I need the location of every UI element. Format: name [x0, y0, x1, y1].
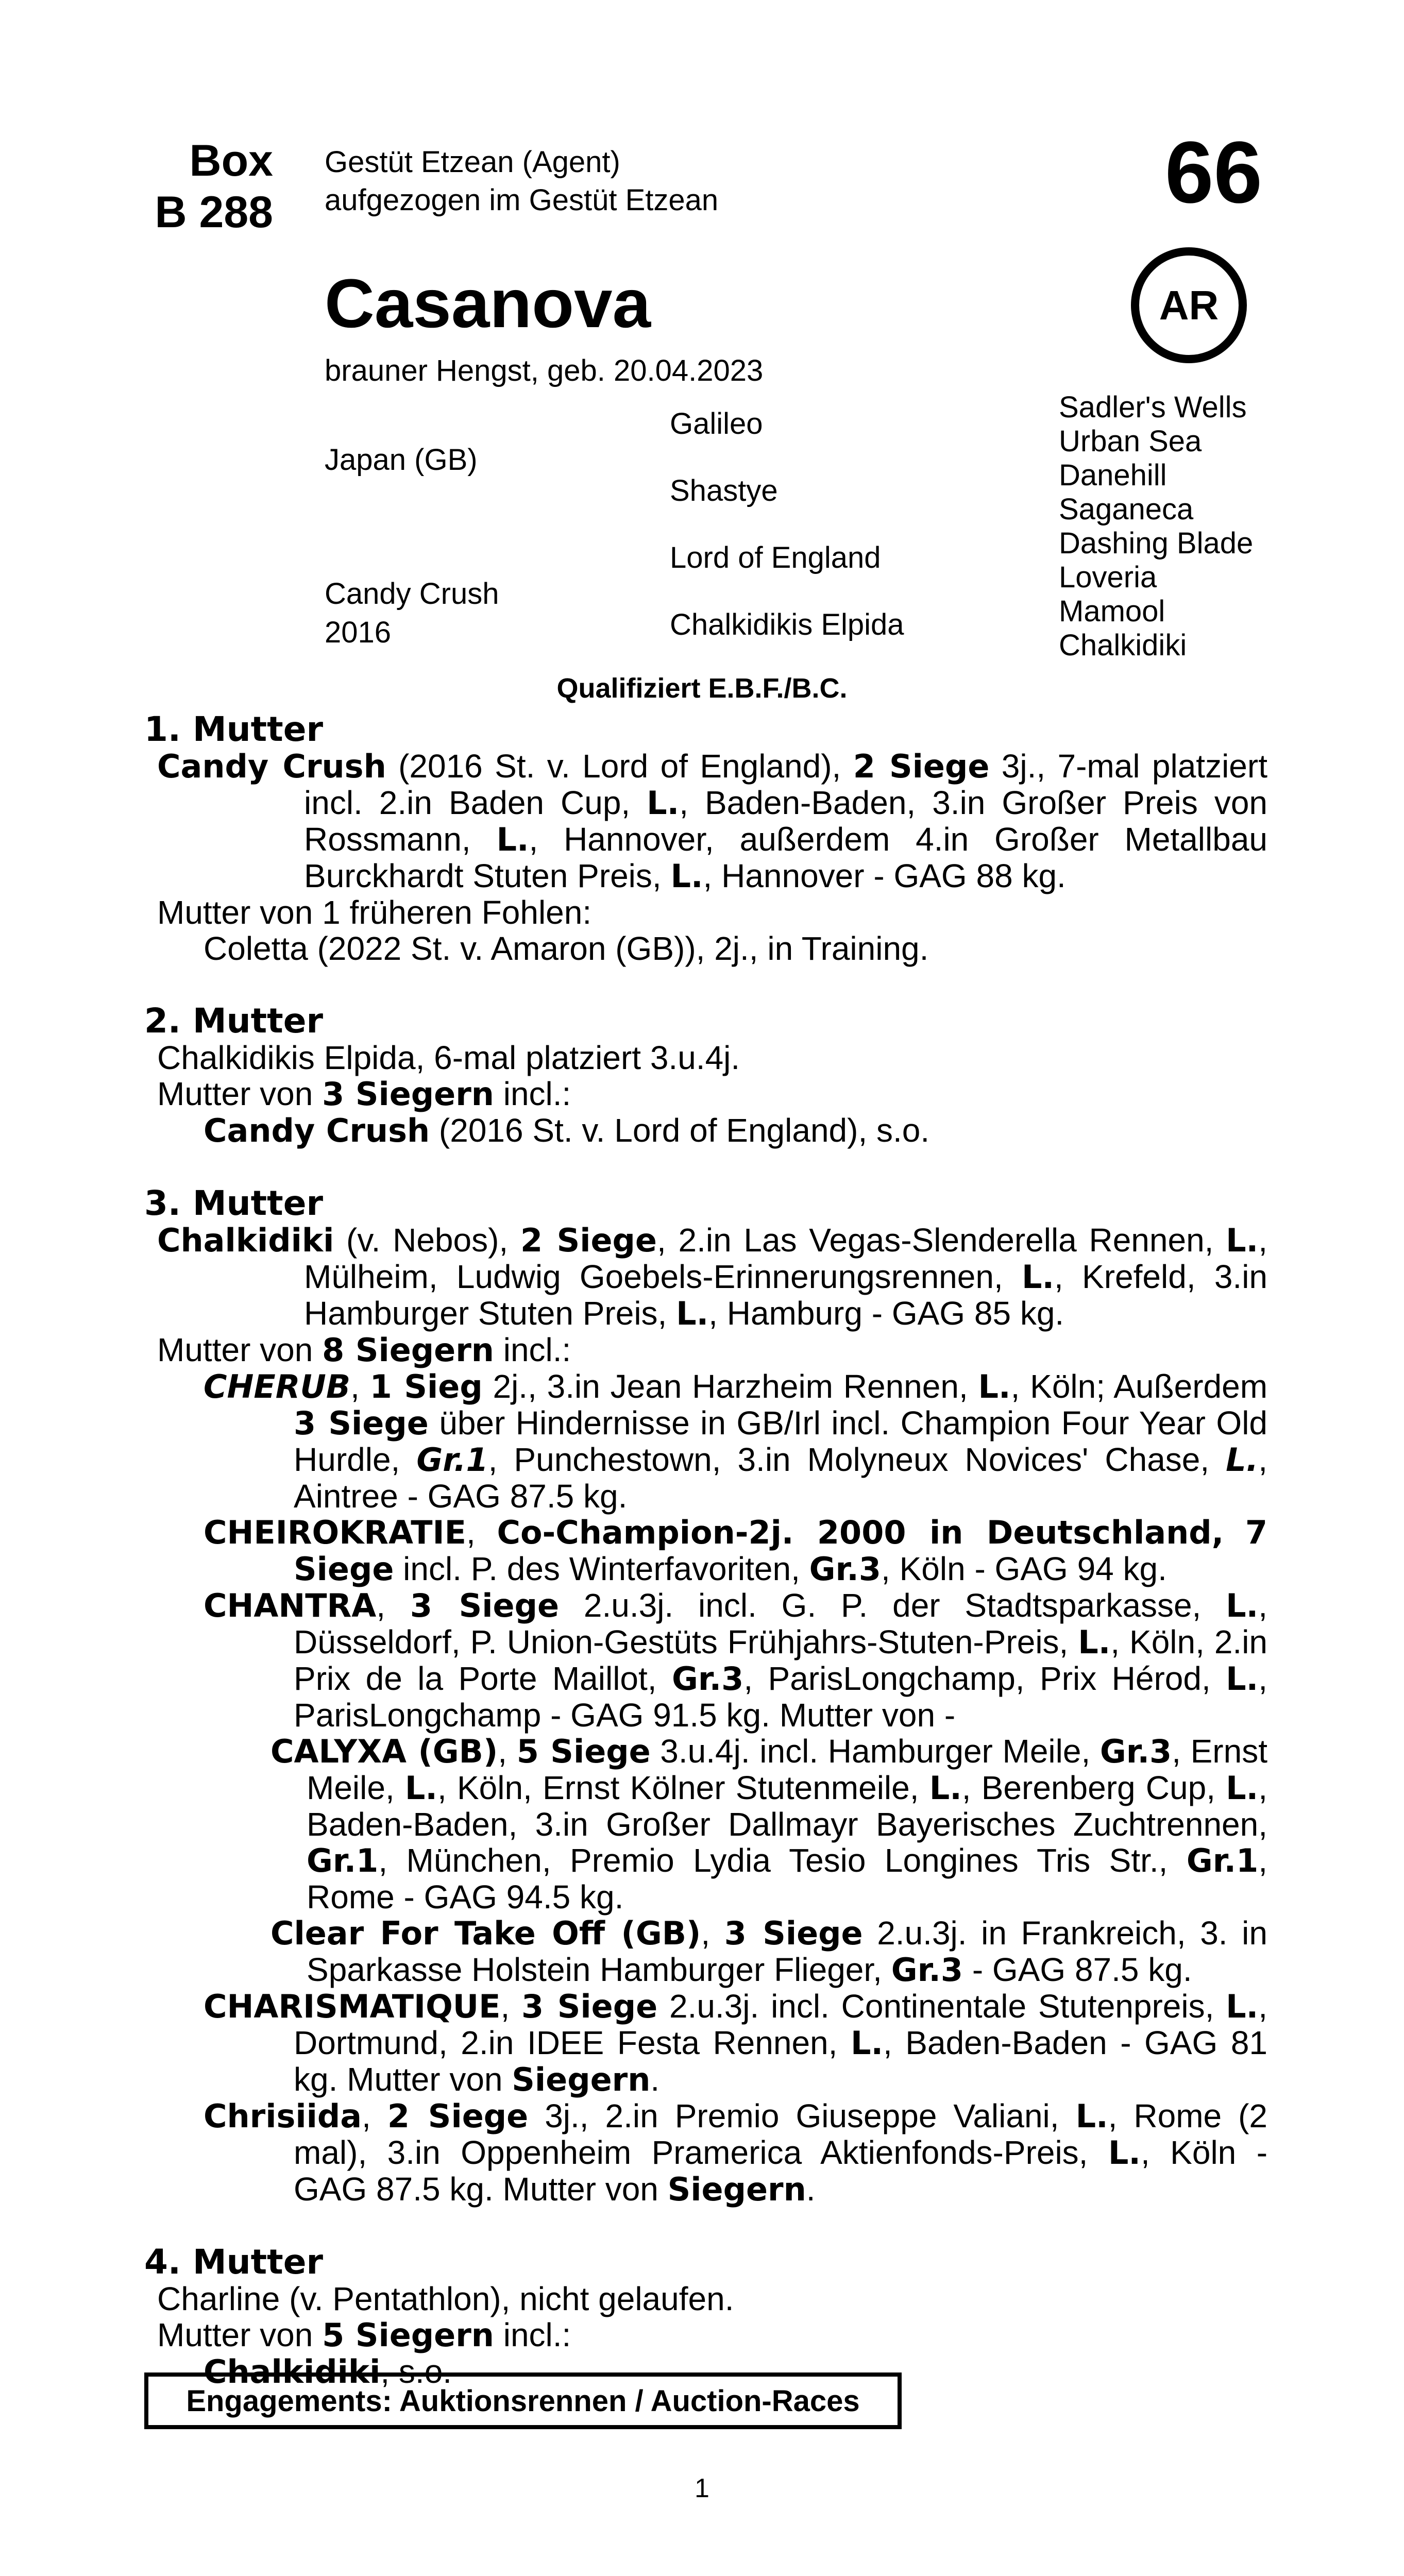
offspring-name: Clear For Take Off (GB): [270, 1914, 701, 1952]
page-number: 1: [695, 2473, 709, 2503]
text: , Köln - GAG 87.5 kg. Mutter von: [294, 2134, 1268, 2208]
listed-mark: L.: [1226, 1222, 1259, 1259]
box-label: Box: [189, 136, 273, 185]
pedigree-ggp-list: [1059, 391, 1253, 663]
text: , Baden-Baden, 3.in Großer Preis von Rossmann,: [304, 784, 1268, 858]
section-title-m1: 1. Mutter: [144, 709, 324, 749]
listed-mark: L.: [850, 2024, 883, 2062]
m1-offspring: Coletta (2022 St. v. Amaron (GB)), 2j., in Training.: [204, 930, 929, 967]
winners-count: 8 Siegern: [322, 1331, 494, 1369]
offspring-name: CHEIROKRATIE: [204, 1514, 466, 1551]
text: 3j., 2.in Premio Giuseppe Valiani,: [528, 2097, 1076, 2134]
m4-offspring-intro: [157, 2317, 1267, 2353]
group-mark: Gr.1: [1186, 1842, 1259, 1879]
text: , München, Premio Lydia Tesio Longines Tris Str.,: [378, 1842, 1187, 1879]
pedigree-ggp: Dashing Blade: [1059, 527, 1254, 560]
listed-mark: L.: [676, 1295, 709, 1332]
text: , ParisLongchamp, Prix Hérod,: [743, 1660, 1226, 1697]
horse-name: Casanova: [325, 265, 651, 342]
text: 3j., 7-mal platziert incl. 2.in Baden Cup,: [304, 748, 1267, 821]
pedigree-dam-year: 2016: [325, 616, 392, 649]
box-number: [139, 135, 273, 238]
group-mark: Gr.3: [672, 1660, 744, 1698]
pedigree-ggp: Danehill: [1059, 459, 1167, 492]
text: , Baden-Baden - GAG 81 kg. Mutter von: [294, 2024, 1268, 2098]
consignor-breeder: aufgezogen im Gestüt Etzean: [325, 183, 719, 217]
listed-mark: L.: [1078, 1623, 1111, 1661]
listed-mark: L.: [978, 1368, 1011, 1405]
pedigree-ggp: Loveria: [1059, 561, 1157, 594]
consignor-agent: Gestüt Etzean (Agent): [325, 145, 620, 179]
text: , Hannover, außerdem 4.in Großer Metallbau Burckhardt Stuten Preis,: [304, 821, 1268, 894]
pedigree-ggp: Sadler's Wells: [1059, 391, 1247, 424]
group-mark: Gr.3: [809, 1550, 881, 1588]
text: .: [650, 2061, 660, 2098]
text: , Ernst Meile,: [307, 1733, 1267, 1806]
offspring-chrisiida: [204, 2098, 1267, 2208]
text: , Mülheim, Ludwig Goebels-Erinnerungsrennen,: [304, 1222, 1267, 1295]
section-title-m4: 4. Mutter: [144, 2242, 324, 2282]
listed-mark: L.: [670, 857, 703, 895]
section-title-m3: 3. Mutter: [144, 1183, 324, 1223]
listed-mark: L.: [1108, 2134, 1141, 2172]
text: , Köln; Außerdem: [1010, 1368, 1268, 1405]
text: , Köln, 2.in Prix de la Porte Maillot,: [294, 1623, 1268, 1697]
pedigree-ggp: Mamool: [1059, 595, 1165, 628]
section-title-m2: 2. Mutter: [144, 1001, 324, 1041]
offspring-calyxa: [270, 1733, 1267, 1915]
offspring-name: CHANTRA: [204, 1587, 377, 1624]
text: , Düsseldorf, P. Union-Gestüts Frühjahrs-Stuten-Preis,: [294, 1587, 1267, 1660]
text: , 2.in Las Vegas-Slenderella Rennen,: [656, 1222, 1226, 1259]
text: incl.:: [494, 2316, 571, 2353]
listed-mark: L.: [647, 784, 680, 822]
wins: 3 Siege: [724, 1914, 863, 1952]
text: - GAG 87.5 kg.: [963, 1951, 1192, 1988]
m2-offspring-intro: [157, 1076, 1267, 1112]
text: 3.u.4j. incl. Hamburger Meile,: [650, 1733, 1100, 1770]
text: Mutter von: [157, 2316, 323, 2353]
offspring-name: Candy Crush: [204, 1112, 430, 1149]
text: , ParisLongchamp - GAG 91.5 kg. Mutter von -: [294, 1660, 1268, 1734]
listed-mark: L.: [1226, 1769, 1259, 1807]
wins: 2 Siege: [853, 748, 990, 785]
offspring-name: CHERUB: [204, 1368, 351, 1405]
text: , Dortmund, 2.in IDEE Festa Rennen,: [294, 1988, 1268, 2061]
text: über Hindernisse in GB/Irl incl. Champion Four Year Old Hurdle,: [294, 1404, 1267, 1478]
m1-dam-record: [157, 748, 1267, 894]
text: , Aintree - GAG 87.5 kg.: [294, 1441, 1268, 1515]
wins: 3 Siege: [521, 1988, 658, 2025]
offspring-name: Chalkidiki: [204, 2353, 381, 2391]
pedigree-ggp: Urban Sea: [1059, 425, 1202, 458]
pedigree-gp-3: Lord of England: [670, 541, 881, 574]
wins: 3 Siege: [410, 1587, 560, 1624]
m2-dam-record: Chalkidikis Elpida, 6-mal platziert 3.u.4j.: [157, 1039, 740, 1076]
text: ,: [376, 1587, 410, 1624]
text: (v. Nebos),: [334, 1222, 520, 1259]
pedigree-ggp: Saganeca: [1059, 493, 1194, 526]
text: Mutter von: [157, 1075, 323, 1112]
text: incl. P. des Winterfavoriten,: [394, 1550, 809, 1587]
wins: 3 Siege: [294, 1404, 429, 1442]
listed-mark: L.: [404, 1769, 437, 1807]
wins: 1 Sieg: [369, 1368, 483, 1405]
listed-mark: L.: [1075, 2097, 1108, 2135]
wins: 5 Siege: [516, 1733, 651, 1770]
listed-mark: L.: [1226, 1660, 1259, 1698]
m3-dam-record: [157, 1222, 1267, 1332]
text: incl.:: [494, 1331, 571, 1368]
offspring-cheirokratie: [204, 1514, 1267, 1587]
pedigree-gp-2: Shastye: [670, 474, 778, 507]
text: Mutter von: [157, 1331, 323, 1368]
offspring-chantra: [204, 1587, 1267, 1733]
text: ,: [500, 1988, 522, 2025]
group-mark: Gr.1: [416, 1441, 488, 1479]
engagements-box: Engagements: Auktionsrennen / Auction-Races: [144, 2372, 902, 2429]
text: 2.u.3j. in Frankreich, 3. in Sparkasse Holstein Hamburger Flieger,: [307, 1914, 1267, 1988]
wins: 2 Siege: [387, 2097, 529, 2135]
horse-description: brauner Hengst, geb. 20.04.2023: [325, 354, 764, 387]
text: , Punchestown, 3.in Molyneux Novices' Chase,: [488, 1441, 1226, 1478]
listed-mark: L.: [1021, 1258, 1055, 1296]
group-mark: Gr.1: [307, 1842, 379, 1879]
m1-dam-name: Candy Crush: [157, 748, 386, 785]
listed-mark: L.: [496, 821, 529, 858]
group-mark: Gr.3: [1099, 1733, 1172, 1770]
winners-count: 5 Siegern: [322, 2316, 494, 2354]
offspring-clear-for-take-off: [270, 1915, 1267, 1988]
m2-offspring: [204, 1112, 1267, 1149]
pedigree-gp-4: Chalkidikis Elpida: [670, 608, 904, 641]
text: , Rome (2 mal), 3.in Oppenheim Pramerica Aktienfonds-Preis,: [294, 2097, 1268, 2171]
text: 2.u.3j. incl. Continentale Stutenpreis,: [657, 1988, 1226, 2025]
m4-dam-record: Charline (v. Pentathlon), nicht gelaufen.: [157, 2280, 734, 2317]
wins: 7 Siege: [294, 1514, 1268, 1588]
listed-mark: L.: [1226, 1988, 1259, 2025]
offspring-name: CHARISMATIQUE: [204, 1988, 501, 2025]
m3-dam-name: Chalkidiki: [157, 1222, 334, 1259]
text: , Krefeld, 3.in Hamburger Stuten Preis,: [304, 1258, 1268, 1332]
winners-word: Siegern: [512, 2061, 651, 2098]
text: (2016 St. v. Lord of England), s.o.: [430, 1112, 930, 1149]
text: ,: [362, 2097, 387, 2134]
text: (2016 St. v. Lord of England),: [386, 748, 853, 785]
text: , Berenberg Cup,: [961, 1769, 1226, 1806]
consignor-info: [325, 143, 718, 219]
text: 2.u.3j. incl. G. P. der Stadtsparkasse,: [559, 1587, 1226, 1624]
offspring-name: CALYXA (GB): [270, 1733, 498, 1770]
text: , Baden-Baden, 3.in Großer Dallmayr Bayerisches Zuchtrennen,: [307, 1769, 1267, 1843]
offspring-charismatique: [204, 1988, 1267, 2098]
text: ,: [466, 1514, 497, 1551]
text: , Hamburg - GAG 85 kg.: [708, 1295, 1064, 1332]
text: ,: [701, 1914, 724, 1952]
text: 2j., 3.in Jean Harzheim Rennen,: [482, 1368, 978, 1405]
lot-number: 66: [1164, 124, 1262, 222]
offspring-cherub: [204, 1368, 1267, 1514]
wins: 2 Siege: [520, 1222, 657, 1259]
listed-mark: L.: [929, 1769, 962, 1807]
m1-offspring-intro: Mutter von 1 früheren Fohlen:: [157, 894, 592, 931]
group-mark: Gr.3: [891, 1951, 963, 1989]
pedigree-gp-1: Galileo: [670, 407, 763, 440]
text: ,: [498, 1733, 517, 1770]
ar-badge: AR: [1131, 247, 1247, 363]
text: , Köln - GAG 94 kg.: [881, 1550, 1167, 1587]
listed-mark: L.: [1226, 1587, 1259, 1624]
qualification: Qualifiziert E.B.F./B.C.: [556, 673, 848, 704]
winners-count: 3 Siegern: [322, 1075, 494, 1113]
winners-word: Siegern: [667, 2171, 806, 2208]
championship: Co-Champion-2j. 2000 in Deutschland,: [497, 1514, 1224, 1551]
offspring-name: Chrisiida: [204, 2097, 362, 2135]
pedigree-sire: Japan (GB): [325, 443, 478, 477]
text: incl.:: [494, 1075, 571, 1112]
box-id: B 288: [155, 188, 273, 237]
text: ,: [350, 1368, 370, 1405]
dam-line: [144, 711, 1267, 2390]
pedigree-ggp: Chalkidiki: [1059, 629, 1187, 662]
listed-mark: L.: [1226, 1441, 1259, 1479]
pedigree-dam: Candy Crush: [325, 577, 499, 611]
text: , Köln, Ernst Kölner Stutenmeile,: [437, 1769, 929, 1806]
text: , Rome - GAG 94.5 kg.: [307, 1842, 1267, 1916]
text: , s.o.: [380, 2353, 452, 2390]
text: .: [806, 2171, 816, 2208]
m3-offspring-intro: [157, 1332, 1267, 1368]
text: , Hannover - GAG 88 kg.: [703, 857, 1066, 894]
